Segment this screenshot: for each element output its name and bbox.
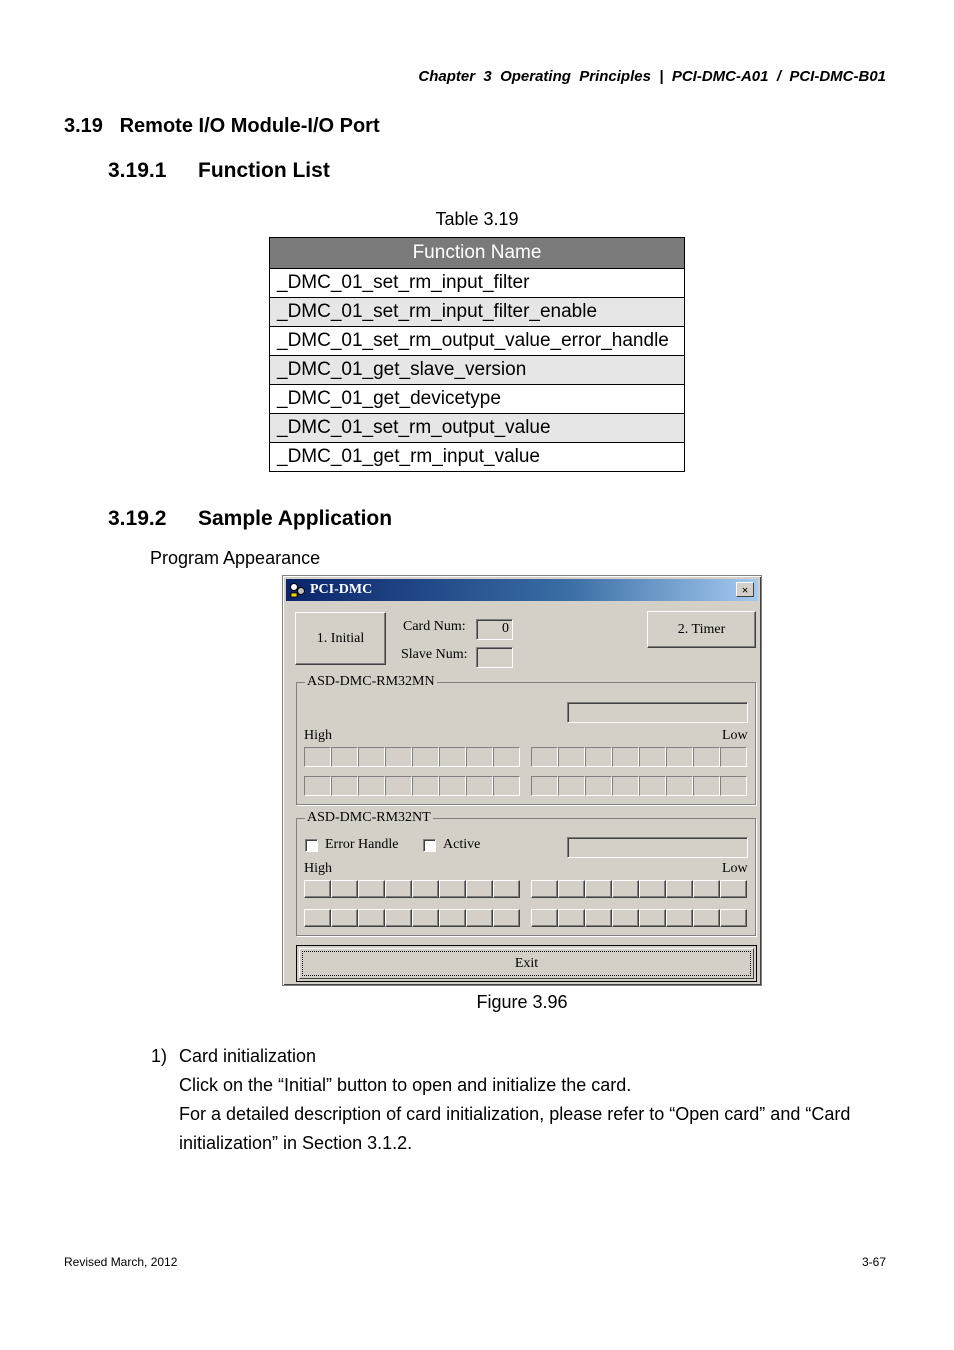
output-bit-button[interactable] (666, 880, 693, 898)
table-row: _DMC_01_set_rm_output_value (270, 414, 685, 443)
output-bit-button[interactable] (585, 880, 612, 898)
output-bit-button[interactable] (639, 880, 666, 898)
output-bit-button[interactable] (612, 909, 639, 927)
output-bit-button[interactable] (331, 880, 358, 898)
footer-page-number: 3-67 (861, 1255, 886, 1269)
input-bit-indicator (612, 747, 639, 767)
table-row: _DMC_01_set_rm_input_filter_enable (270, 298, 685, 327)
output-bit-button[interactable] (493, 909, 520, 927)
slave-num-field[interactable] (476, 647, 513, 668)
input-bit-indicator (666, 776, 693, 796)
figure-caption: Figure 3.96 (476, 992, 568, 1012)
output-bit-button[interactable] (331, 909, 358, 927)
output-bit-button[interactable] (439, 909, 466, 927)
group-rm32nt (296, 810, 756, 936)
subsection-number-1: 3.19.1 (108, 159, 167, 182)
initial-button[interactable]: 1. Initial (295, 612, 386, 665)
table-row: _DMC_01_get_rm_input_value (270, 443, 685, 472)
output-bit-button[interactable] (493, 880, 520, 898)
output-bit-button[interactable] (693, 880, 720, 898)
input-bit-indicator (385, 776, 412, 796)
rm32nt-high-label: High (304, 861, 332, 876)
pci-dmc-window (282, 575, 762, 986)
input-bit-indicator (558, 747, 585, 767)
active-label: Active (443, 837, 481, 852)
output-bit-button[interactable] (693, 909, 720, 927)
close-icon[interactable]: × (736, 582, 754, 597)
input-bit-indicator (493, 747, 520, 767)
input-bit-indicator (612, 776, 639, 796)
input-bit-indicator (358, 747, 385, 767)
input-bit-indicator (493, 776, 520, 796)
output-bit-button[interactable] (720, 909, 747, 927)
input-bit-indicator (558, 776, 585, 796)
input-bit-indicator (531, 776, 558, 796)
subsection-number-2: 3.19.2 (108, 507, 167, 530)
table-row: _DMC_01_get_devicetype (270, 385, 685, 414)
app-icon (289, 582, 307, 603)
output-bit-button[interactable] (612, 880, 639, 898)
input-bit-indicator (639, 747, 666, 767)
subsection-title-1: Function List (198, 159, 330, 182)
output-bit-button[interactable] (412, 880, 439, 898)
input-bit-indicator (720, 747, 747, 767)
output-bit-button[interactable] (558, 909, 585, 927)
input-bit-indicator (331, 747, 358, 767)
input-bit-indicator (358, 776, 385, 796)
card-num-label: Card Num: (403, 619, 466, 634)
group-rm32mn (296, 674, 756, 805)
table-row: _DMC_01_get_slave_version (270, 356, 685, 385)
rm32mn-low-label: Low (722, 728, 748, 743)
step-line: For a detailed description of card initialization, please refer to “Open card” and “Card (179, 1104, 851, 1124)
table-header-function-name: Function Name (270, 238, 685, 269)
table-caption: Table 3.19 (435, 209, 519, 229)
input-bit-indicator (439, 747, 466, 767)
input-bit-indicator (412, 747, 439, 767)
rm32nt-low-label: Low (722, 861, 748, 876)
footer-revised: Revised March, 2012 (64, 1255, 178, 1269)
section-number: 3.19 (64, 115, 103, 137)
input-bit-indicator (439, 776, 466, 796)
output-bit-button[interactable] (358, 909, 385, 927)
input-bit-indicator (304, 747, 331, 767)
slave-num-label: Slave Num: (401, 647, 468, 662)
input-bit-indicator (585, 776, 612, 796)
step-title: Card initialization (179, 1046, 317, 1066)
section-heading (64, 115, 380, 138)
window-title: PCI-DMC (310, 582, 373, 597)
input-bit-indicator (693, 776, 720, 796)
output-bit-button[interactable] (358, 880, 385, 898)
table-row: _DMC_01_set_rm_input_filter (270, 269, 685, 298)
output-bit-button[interactable] (666, 909, 693, 927)
output-bit-button[interactable] (466, 880, 493, 898)
active-checkbox[interactable] (423, 839, 436, 852)
input-bit-indicator (531, 747, 558, 767)
function-table (269, 237, 685, 472)
output-bit-button[interactable] (385, 909, 412, 927)
output-bit-button[interactable] (558, 880, 585, 898)
output-bit-button[interactable] (385, 880, 412, 898)
input-bit-indicator (466, 776, 493, 796)
group-rm32mn-title: ASD-DMC-RM32MN (307, 674, 435, 689)
output-bit-button[interactable] (304, 880, 331, 898)
program-appearance-label: Program Appearance (150, 548, 321, 568)
input-bit-indicator (331, 776, 358, 796)
output-bit-button[interactable] (304, 909, 331, 927)
rm32mn-high-label: High (304, 728, 332, 743)
card-num-field[interactable]: 0 (476, 619, 513, 640)
output-bit-button[interactable] (439, 880, 466, 898)
input-bit-indicator (385, 747, 412, 767)
output-bit-button[interactable] (466, 909, 493, 927)
output-bit-button[interactable] (639, 909, 666, 927)
input-bit-indicator (666, 747, 693, 767)
step-line: initialization” in Section 3.1.2. (179, 1133, 413, 1153)
output-bit-button[interactable] (412, 909, 439, 927)
step-line: Click on the “Initial” button to open and initialize the card. (179, 1075, 632, 1095)
table-row: _DMC_01_set_rm_output_value_error_handle (270, 327, 685, 356)
step-number: 1) (151, 1046, 168, 1066)
output-bit-button[interactable] (720, 880, 747, 898)
input-bit-indicator (466, 747, 493, 767)
input-bit-indicator (585, 747, 612, 767)
output-bit-button[interactable] (585, 909, 612, 927)
exit-button[interactable] (296, 945, 757, 982)
output-bit-button[interactable] (531, 909, 558, 927)
window-titlebar (286, 579, 758, 601)
input-bit-indicator (639, 776, 666, 796)
timer-button[interactable]: 2. Timer (647, 611, 756, 648)
group-rm32nt-title: ASD-DMC-RM32NT (307, 810, 431, 825)
error-handle-label: Error Handle (325, 837, 399, 852)
subsection-title-2: Sample Application (198, 507, 393, 530)
output-bit-button[interactable] (531, 880, 558, 898)
rm32nt-status-field (567, 837, 748, 858)
error-handle-checkbox[interactable] (305, 839, 318, 852)
section-title: Remote I/O Module-I/O Port (119, 115, 380, 137)
input-bit-indicator (693, 747, 720, 767)
input-bit-indicator (304, 776, 331, 796)
running-header: Chapter 3 Operating Principles | PCI-DMC-A01 / PCI-DMC-B01 (418, 68, 886, 85)
input-bit-indicator (720, 776, 747, 796)
rm32mn-status-field (567, 702, 748, 723)
input-bit-indicator (412, 776, 439, 796)
exit-button-label: Exit (302, 951, 751, 976)
